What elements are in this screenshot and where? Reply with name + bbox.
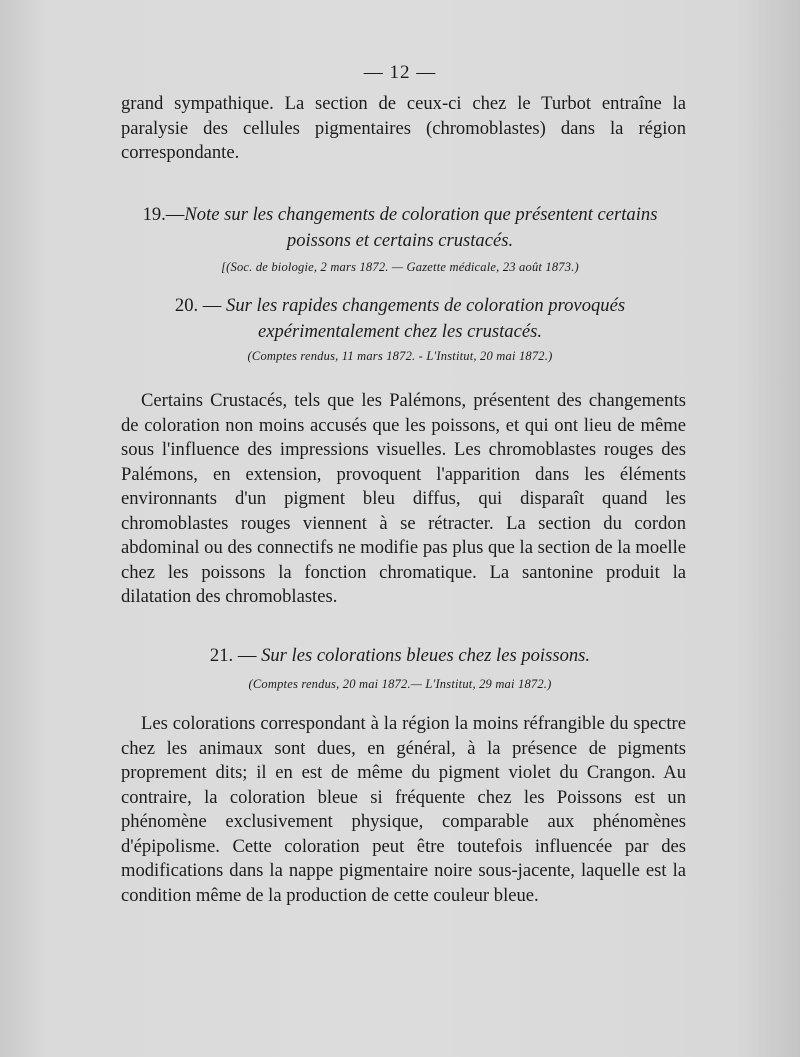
entry-20-body-block — [121, 389, 686, 610]
entry-21-citation: (Comptes rendus, 20 mai 1872.— L'Institut, 29 mai 1872.) — [248, 677, 552, 691]
entry-21-body-block — [121, 712, 686, 908]
entry-20-citation: (Comptes rendus, 11 mars 1872. - L'Institut, 20 mai 1872.) — [247, 349, 553, 363]
entry-21-body: Les colorations correspondant à la région la moins réfrangible du spectre chez les animaux sont dues, en général, à la présence de pigments proprement dits; il en est de même du pigment violet du Crangon. Au contraire, la coloration bleue si fréquente chez les Poissons est un phénomène exclusivement physique, comparable aux phénomènes d'épipolisme. Cette coloration peut être toutefois influencée par des modifications dans la nappe pigmentaire noire sous-jacente, laquelle est la condition même de la production de cette couleur bleue. — [121, 713, 686, 906]
entry-21-title — [0, 643, 800, 669]
entry-19-title-line1: Note sur les changements de coloration que présentent certains — [184, 204, 658, 225]
entry-19-title-line2: poissons et certains crustacés. — [286, 230, 514, 251]
entry-20-body: Certains Crustacés, tels que les Palémons, présentent des changements de coloration non moins accusés que les poissons, et qui ont lieu de même sous l'influence des impressions visuelles. Les chromoblastes rouges des Palémons, en extension, provoquent l'apparition dans les éléments environnants d'un pigment bleu diffus, qui disparaît quand les chromoblastes rouges viennent à se rétracter. La section du cordon abdominal ou des connectifs ne modifie pas plus que la section de la moelle chez les poissons la fonction chromatique. La santonine produit la dilatation des chromoblastes. — [121, 390, 686, 607]
entry-20-title — [0, 293, 800, 345]
entry-20-title-line1: Sur les rapides changements de coloration provoqués — [226, 295, 626, 316]
entry-20-number: 20. — — [174, 295, 227, 316]
entry-19-citation: [(Soc. de biologie, 2 mars 1872. — Gazette médicale, 23 août 1873.) — [221, 260, 579, 274]
intro-paragraph: grand sympathique. La section de ceux-ci chez le Turbot entraîne la paralysie des cellules pigmentaires (chromoblastes) dans la région correspondante. — [121, 93, 686, 163]
intro-paragraph-block — [121, 92, 686, 166]
entry-21-title-line1: Sur les colorations bleues chez les poissons. — [261, 645, 591, 666]
page-number: — 12 — — [363, 62, 437, 83]
entry-20-title-line2: expérimentalement chez les crustacés. — [258, 321, 542, 342]
entry-19-title — [0, 202, 800, 254]
entry-19-number: 19.— — [142, 204, 185, 225]
entry-21-number: 21. — — [209, 645, 262, 666]
